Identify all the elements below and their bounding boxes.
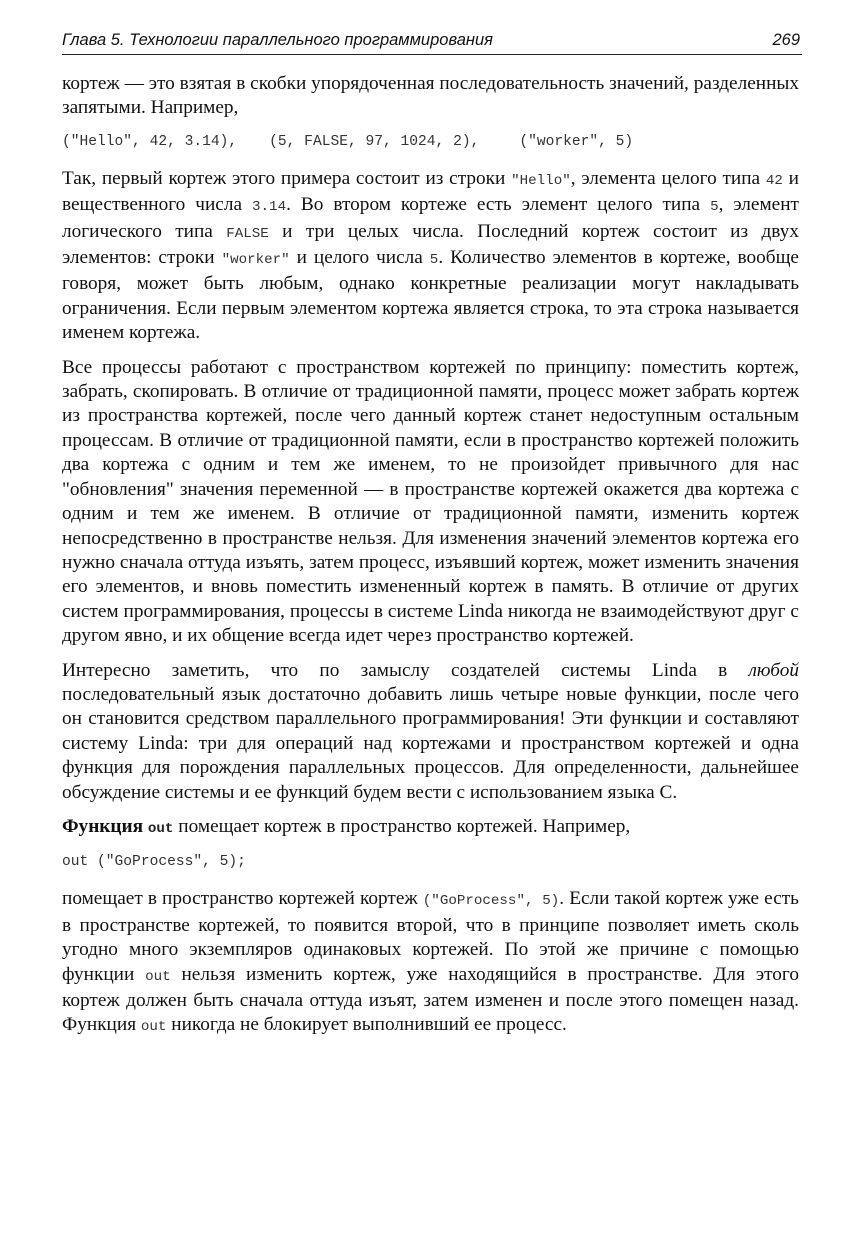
- paragraph-2: [62, 167, 799, 346]
- text-run: помещает кортеж в пространство кортежей. Например,: [173, 815, 631, 837]
- inline-code: FALSE: [226, 225, 269, 242]
- inline-code: 3.14: [252, 199, 287, 216]
- text-run: помещает в пространство кортежей кортеж: [62, 888, 423, 910]
- text-run: никогда не блокирует выполнивший ее процесс.: [166, 1014, 567, 1036]
- page-body: [62, 72, 799, 1050]
- text-run: и целого числа: [289, 247, 430, 269]
- text-run: и вещественного числа: [62, 167, 799, 216]
- text-run: . Если такой кортеж уже есть в пространстве кортежей, то появится второй, что в принципе позволяет иметь сколь угодно много экземпляров одинаковых кортежей. По этой же причине с помощью функции: [62, 888, 799, 985]
- text-run: . Количество элементов в кортеже, вообще говоря, может быть любым, однако конкретные реализации могут накладывать ограничения. Если первым элементом кортежа является строка, то эта строка называется именем кортежа.: [62, 247, 799, 344]
- running-header: [62, 28, 802, 55]
- inline-code: "Hello": [511, 172, 571, 189]
- text-run: и три целых числа. Последний кортеж состоит из двух элементов: строки: [62, 220, 799, 269]
- page-number: 269: [772, 31, 800, 49]
- paragraph-1-text: кортеж — это взятая в скобки упорядоченная последовательность значений, разделенных запятыми. Например,: [62, 73, 799, 119]
- chapter-title: Глава 5. Технологии параллельного программирования: [62, 31, 493, 49]
- emphasis: любой: [748, 659, 799, 681]
- inline-code: 5: [710, 199, 719, 216]
- inline-code: out: [140, 1019, 167, 1036]
- paragraph-5: [62, 815, 799, 841]
- paragraph-1: [62, 72, 799, 121]
- paragraph-3-text: Все процессы работают с пространством кортежей по принципу: поместить кортеж, забрать, скопировать. В отличие от традиционной памяти, процесс может забрать кортеж из пространства кортежей, после чего данный кортеж станет недоступным остальным процессам. В отличие от традиционной памяти, если в пространство кортежей положить два кортежа с одним и тем же именем, то не произойдет привычного для нас "обновления" значения переменной — в пространстве кортежей окажется два кортежа с одним и тем же именем. В отличие от традиционной памяти, изменить кортеж непосредственно в пространстве нельзя. Для изменения значений элементов кортежа его нужно сначала оттуда изъять, затем процесс, изъявший кортеж, может изменить значения его элементов, и вновь поместить измененный кортеж в память. В отличие от других систем программирования, процессы в системе Linda никогда не взаимодействуют друг с другом явно, и их общение всегда идет через пространство кортежей.: [62, 356, 799, 647]
- bold-term: Функция: [62, 815, 144, 837]
- text-run: последовательный язык достаточно добавить лишь четыре новые функции, после чего он становится средством параллельного программирования! Эти функции и составляют систему Linda: три для операций над кортежами и пространством кортежей и одна функция для порождения параллельных процессов. Для определенности, дальнейшее обсуждение системы и ее функций будем вести с использованием языка С.: [62, 683, 799, 803]
- inline-code: out: [145, 968, 171, 985]
- inline-code: 5: [429, 252, 439, 269]
- paragraph-3: [62, 356, 799, 649]
- inline-code: 42: [765, 172, 783, 189]
- inline-code: "worker": [221, 252, 290, 269]
- text-run: , элемента целого типа: [570, 167, 766, 189]
- code-tuple-2: (5, FALSE, 97, 1024, 2),: [269, 133, 480, 150]
- text-run: . Во втором кортеже есть элемент целого типа: [286, 194, 711, 216]
- text-run: Так, первый кортеж этого примера состоит из строки: [62, 167, 512, 189]
- code-example-tuples: [62, 131, 799, 153]
- text-run: нельзя изменить кортеж, уже находящийся в пространстве. Для этого кортеж должен быть сначала оттуда изъят, затем изменен и после этого помещен назад. Функция: [62, 963, 799, 1036]
- code-tuple-3: ("worker", 5): [519, 133, 634, 150]
- text-run: , элемент логического типа: [62, 194, 799, 242]
- inline-code: ("GoProcess", 5): [422, 893, 560, 910]
- inline-code: out: [147, 820, 174, 837]
- code-tuple-1: ("Hello", 42, 3.14),: [62, 133, 238, 150]
- paragraph-6: [62, 887, 799, 1039]
- code-example-out: out ("GoProcess", 5);: [62, 854, 246, 871]
- text-run: Интересно заметить, что по замыслу создателей системы Linda в: [62, 659, 749, 681]
- paragraph-4: [62, 659, 799, 805]
